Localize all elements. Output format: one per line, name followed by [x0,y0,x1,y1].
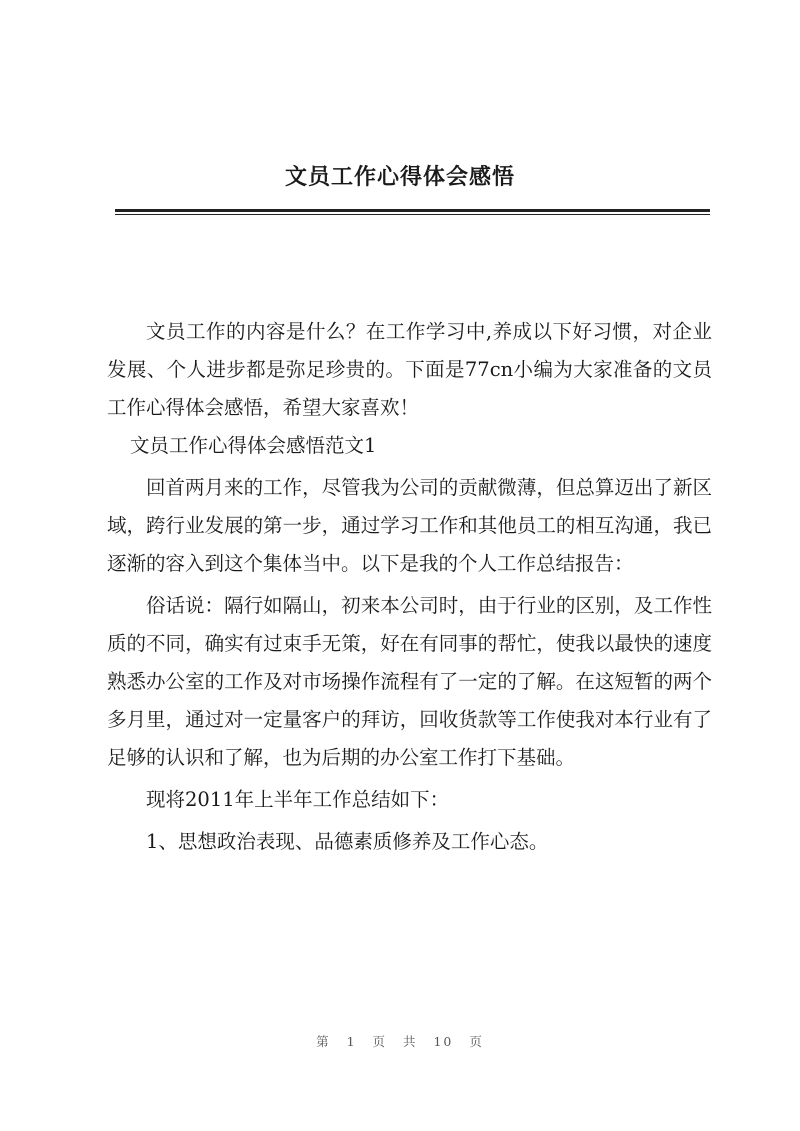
paragraph-intro: 文员工作的内容是什么？在工作学习中,养成以下好习惯，对企业发展、个人进步都是弥足珍贵的。下面是77cn小编为大家准备的文员工作心得体会感悟，希望大家喜欢！ [107,320,712,419]
section-heading: 文员工作心得体会感悟范文1 [130,434,377,457]
paragraph-summary-intro: 现将2011年上半年工作总结如下： [146,788,450,811]
paragraph-review: 回首两月来的工作，尽管我为公司的贡献微薄，但总算迈出了新区域，跨行业发展的第一步，通过学习工作和其他员工的相互沟通，我已逐渐的容入到这个集体当中。以下是我的个人工作总结报告： [107,476,712,575]
page-footer: 第 1 页 共 10 页 [316,1034,484,1049]
document-title: 文员工作心得体会感悟 [284,165,515,190]
paragraph-proverb: 俗话说：隔行如隔山，初来本公司时，由于行业的区别，及工作性质的不同，确实有过束手无策，好在有同事的帮忙，使我以最快的速度熟悉办公室的工作及对市场操作流程有了一定的了解。在这短暂的两个多月里，通过对一定量客户的拜访，回收货款等工作使我对本行业有了足够的认识和了解，也为后期的办公室工作打下基础。 [107,594,712,769]
paragraph-item-1: 1、思想政治表现、品德素质修养及工作心态。 [146,830,549,853]
title-divider-thin [115,214,710,215]
title-divider [115,209,710,212]
document-body [107,313,712,861]
